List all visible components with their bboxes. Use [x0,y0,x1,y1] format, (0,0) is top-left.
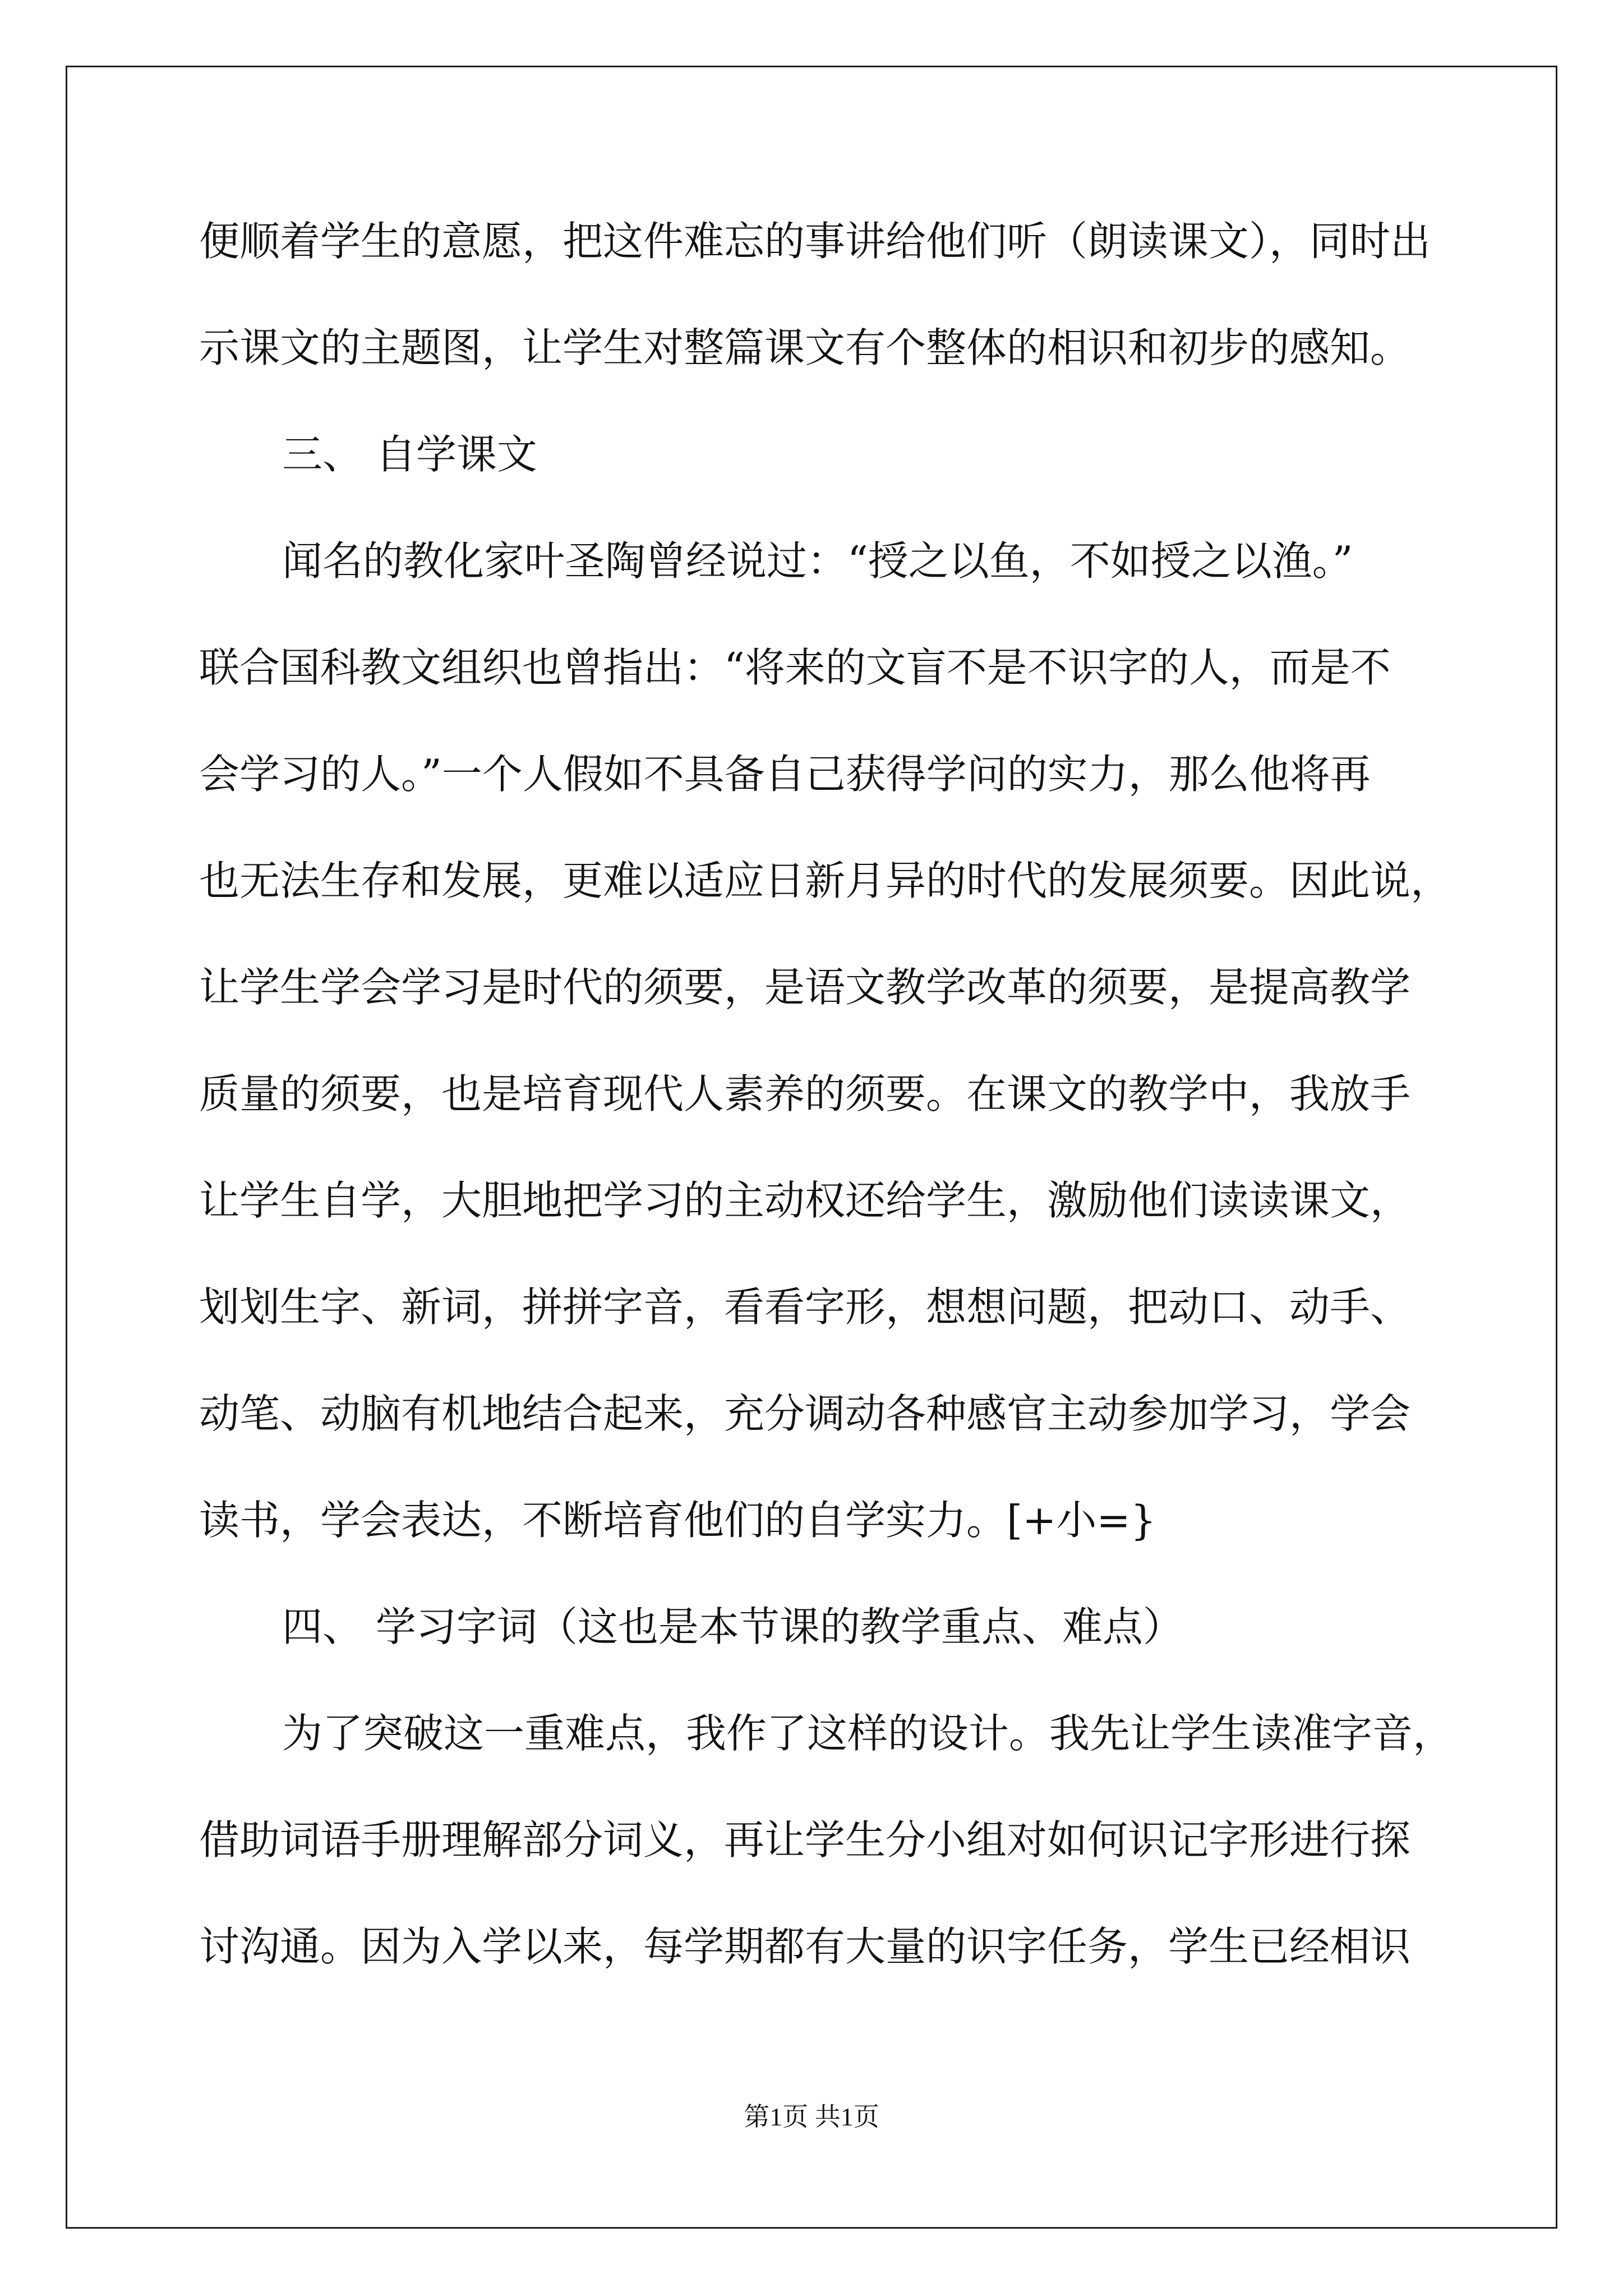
section-heading: 三、 自学课文 [282,431,537,478]
text-line: 讨沟通。因为入学以来，每学期都有大量的识字任务，学生已经相识 [199,1923,1411,1970]
page-footer: 第1页 共1页 [744,2102,879,2131]
text-line: 动笔、动脑有机地结合起来，充分调动各种感官主动参加学习，学会 [199,1390,1411,1437]
text-line: 让学生自学，大胆地把学习的主动权还给学生，激励他们读读课文， [199,1177,1411,1224]
section-heading: 四、 学习字词（这也是本节课的教学重点、难点） [282,1603,1183,1650]
text-line: 示课文的主题图，让学生对整篇课文有个整体的相识和初步的感知。 [199,324,1411,371]
text-line: 让学生学会学习是时代的须要，是语文教学改革的须要，是提高教学 [199,964,1411,1011]
text-line: 联合国科教文组织也曾指出：“将来的文盲不是不识字的人，而是不 [199,644,1391,691]
text-line: 便顺着学生的意愿，把这件难忘的事讲给他们听（朗读课文），同时出 [199,218,1431,265]
text-line: 会学习的人。”一个人假如不具备自己获得学问的实力，那么他将再 [199,751,1371,798]
text-line: 划划生字、新词，拼拼字音，看看字形，想想问题，把动口、动手、 [199,1283,1411,1331]
text-line: 质量的须要，也是培育现代人素养的须要。在课文的教学中，我放手 [199,1070,1411,1117]
text-line: 也无法生存和发展，更难以适应日新月异的时代的发展须要。因此说， [199,857,1451,904]
text-line: 借助词语手册理解部分词义，再让学生分小组对如何识记字形进行探 [199,1816,1411,1864]
text-line: 读书，学会表达，不断培育他们的自学实力。[+小=} [199,1497,1156,1544]
text-line: 为了突破这一重难点，我作了这样的设计。我先让学生读准字音， [282,1710,1454,1757]
text-line: 闻名的教化家叶圣陶曾经说过：“授之以鱼，不如授之以渔。” [282,537,1353,585]
page-border [66,66,1557,2229]
